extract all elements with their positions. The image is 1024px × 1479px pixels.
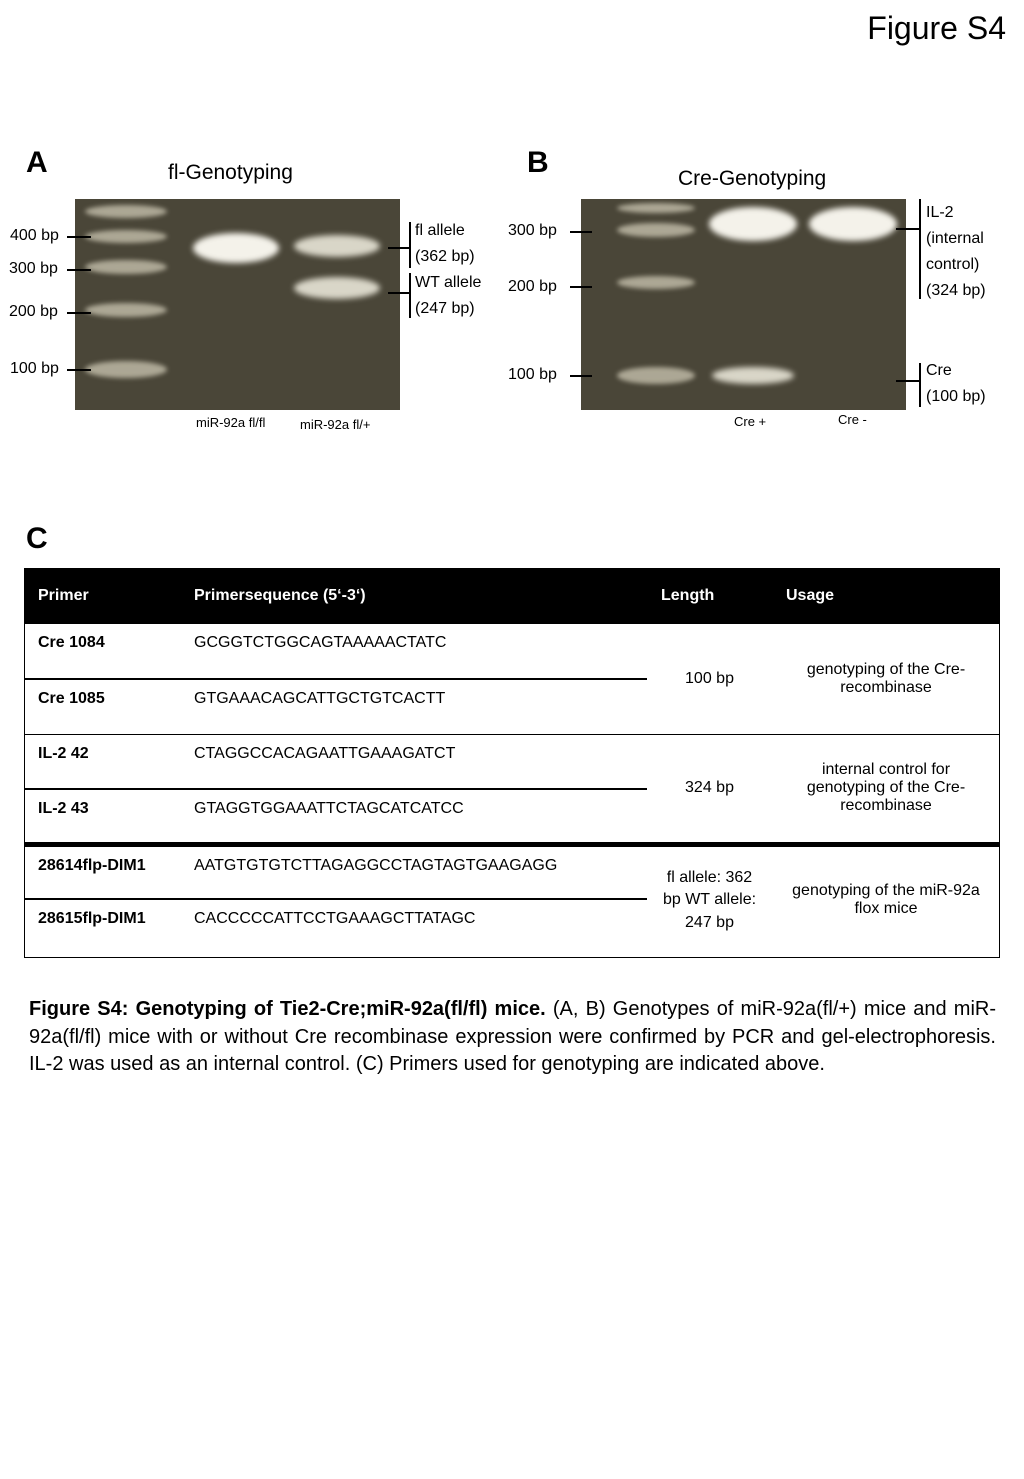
figure-label: Figure S4 — [867, 10, 1006, 46]
primer-usage: genotyping of the Cre-recombinase — [772, 624, 1000, 734]
wt-allele-annotation: WT allele (247 bp) — [415, 274, 482, 317]
panel-a-letter: A — [26, 146, 48, 179]
primer-sequence: CACCCCCATTCCTGAAAGCTTATAGC — [194, 910, 476, 927]
primer-length: 100 bp — [647, 624, 772, 734]
bp-label-200-b: 200 bp — [508, 278, 557, 295]
primer-sequence: GCGGTCTGGCAGTAAAAACTATC — [194, 634, 447, 651]
bp-label-100: 100 bp — [10, 360, 59, 377]
primer-name: IL-2 42 — [38, 744, 89, 762]
primer-sequence: CTAGGCCACAGAATTGAAAGATCT — [194, 744, 456, 762]
caption-title: Figure S4: Genotyping of Tie2-Cre;miR-92a(fl/fl) mice. — [29, 998, 546, 1020]
primer-sequence: GTGAAACAGCATTGCTGTCACTT — [194, 690, 446, 707]
panel-a-title: fl-Genotyping — [168, 161, 293, 184]
bp-label-100-b: 100 bp — [508, 366, 557, 383]
bp-label-300: 300 bp — [9, 260, 58, 277]
il2-internal-control-annotation: IL-2 (internal control) (324 bp) — [926, 204, 986, 299]
figure-caption — [29, 996, 996, 1079]
cre-annotation: Cre (100 bp) — [926, 362, 986, 405]
primer-name: Cre 1085 — [38, 690, 105, 707]
primer-name: Cre 1084 — [38, 634, 105, 651]
primer-length: fl allele: 362 bp WT allele: 247 bp — [662, 868, 757, 931]
lane-label-fl-plus: miR-92a fl/+ — [300, 417, 371, 432]
panel-c-letter: C — [26, 522, 48, 555]
fl-genotyping-gel-image — [75, 199, 400, 410]
header-primer: Primer — [24, 568, 180, 624]
fl-allele-annotation: fl allele (362 bp) — [415, 222, 475, 265]
primer-sequence: GTAGGTGGAAATTCTAGCATCATCC — [194, 800, 464, 817]
primer-sequence: AATGTGTGTCTTAGAGGCCTAGTAGTGAAGAGG — [194, 856, 558, 874]
primer-usage: genotyping of the miR-92a flox mice — [792, 882, 980, 918]
panel-b-title: Cre-Genotyping — [678, 167, 827, 190]
lane-label-cre-plus: Cre + — [734, 414, 767, 429]
primer-name: 28614flp-DIM1 — [38, 856, 146, 874]
caption-text: (A, B) Genotypes of miR-92a(fl/+) mice and miR-92a(fl/fl) mice with or without Cre recombinase expression were confirmed by PCR and gel-electrophoresis. IL-2 was used as an internal control. (C) Primers used for genotyping are indicated above. — [29, 998, 997, 1075]
header-length: Length — [647, 568, 772, 624]
cre-genotyping-gel-image — [581, 199, 906, 410]
primer-usage: internal control for genotyping of the Cre-recombinase — [772, 734, 1000, 844]
primer-length: 324 bp — [647, 734, 772, 844]
panel-b-letter: B — [527, 146, 549, 179]
primer-name: IL-2 43 — [38, 800, 89, 817]
lane-label-fl-fl: miR-92a fl/fl — [196, 415, 266, 430]
lane-label-cre-minus: Cre - — [838, 412, 867, 427]
header-usage: Usage — [772, 568, 1000, 624]
bp-label-200: 200 bp — [9, 303, 58, 320]
bp-label-400: 400 bp — [10, 227, 59, 244]
header-sequence: Primersequence (5‘-3‘) — [180, 568, 647, 624]
primer-name: 28615flp-DIM1 — [38, 910, 146, 927]
table-outline — [24, 568, 1000, 958]
bp-label-300-b: 300 bp — [508, 222, 557, 239]
